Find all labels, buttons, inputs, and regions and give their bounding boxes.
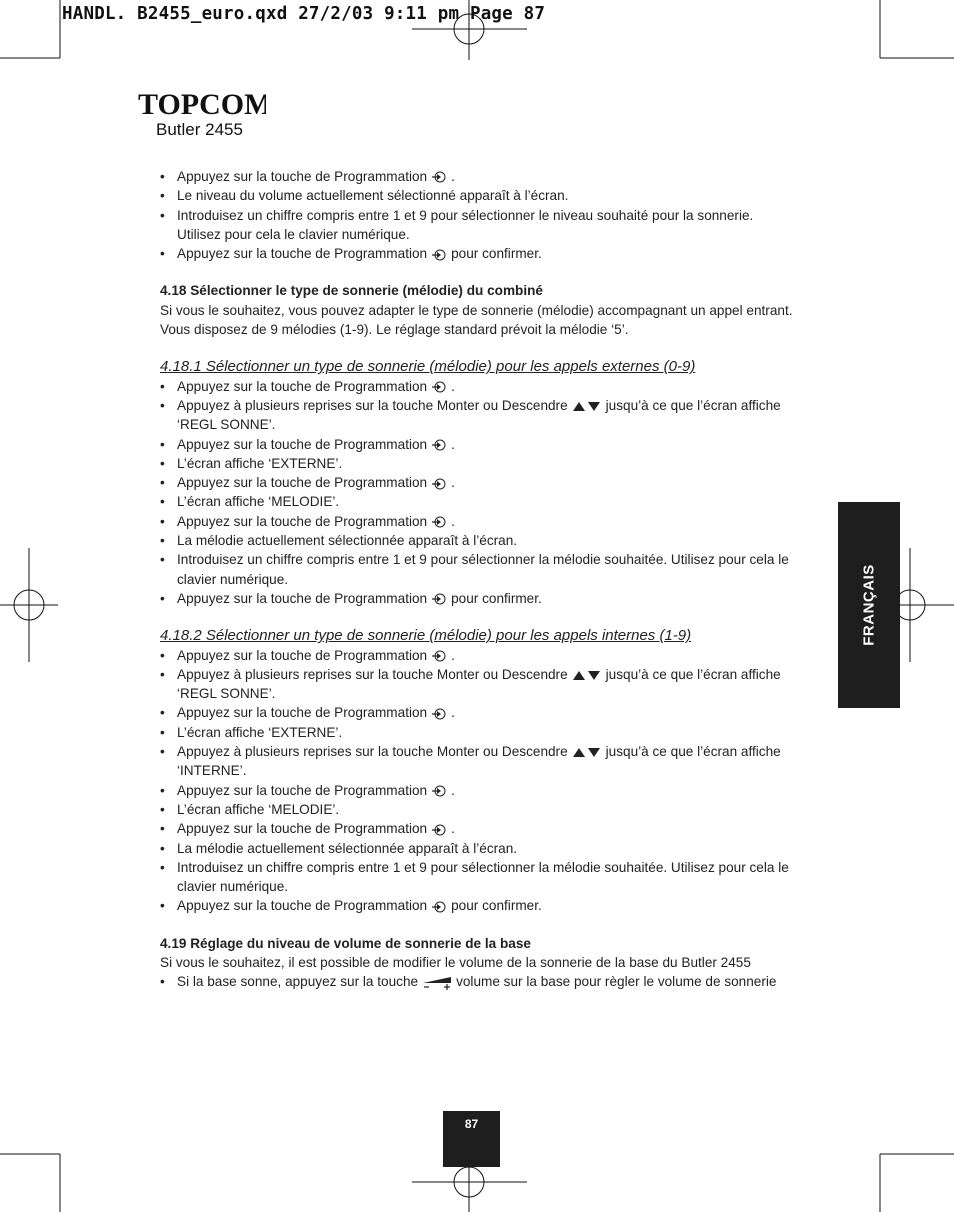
list-item-text: Appuyez à plusieurs reprises sur la touche Monter ou Descendre [177,744,568,760]
list-item-text: Appuyez sur la touche de Programmation [177,821,428,837]
instruction-list [160,167,800,263]
program-key-icon [431,515,447,529]
list-item-text: Introduisez un chiffre compris entre 1 et 9 pour sélectionner la mélodie souhaitée. Utilisez pour cela le clavier numérique. [177,859,789,895]
program-key-icon [431,592,447,606]
list-item-text: Appuyez à plusieurs reprises sur la touche Monter ou Descendre [177,666,568,682]
program-key-icon [431,380,447,394]
language-tab [838,502,900,708]
list-item-text: La mélodie actuellement sélectionnée apparaît à l’écran. [177,840,518,856]
list-item-text: . [451,513,455,529]
language-tab-label: FRANÇAIS [860,564,878,646]
svg-text:TOPCOM: TOPCOM [138,88,266,118]
list-item [160,723,800,742]
instruction-list [160,972,800,991]
topcom-logo [138,88,266,122]
program-key-icon [431,784,447,798]
subsection-heading: 4.18.2 Sélectionner un type de sonnerie (mélodie) pour les appels internes (1-9) [160,627,692,645]
list-item-text: Appuyez sur la touche de Programmation [177,169,428,184]
list-item-text: . [451,647,455,663]
list-item [160,244,800,263]
product-model: Butler 2455 [156,120,243,139]
list-item-text: . [451,705,455,721]
up-down-arrows-icon [572,400,602,412]
up-down-arrows-icon [572,746,602,758]
list-item [160,167,800,186]
program-key-icon [431,707,447,721]
program-key-icon [431,900,447,914]
list-item-text: Appuyez sur la touche de Programmation [177,513,428,529]
list-item [160,377,800,396]
list-item-text: L’écran affiche ‘EXTERNE’. [177,724,343,740]
list-item [160,646,800,665]
print-slug: HANDL. B2455_euro.qxd 27/2/03 9:11 pm Page 87 [62,4,546,24]
list-item-text: Introduisez un chiffre compris entre 1 et 9 pour sélectionner le niveau souhaité pour la sonnerie. Utilisez pour cela le clavier numérique. [177,207,754,242]
page-number-box [443,1111,500,1167]
list-item-text: Appuyez sur la touche de Programmation [177,475,428,491]
list-item [160,819,800,838]
list-item-text: . [451,475,455,491]
list-item [160,550,800,589]
list-item-text: . [451,782,455,798]
list-item-text: Appuyez sur la touche de Programmation [177,246,428,262]
up-down-arrows-icon [572,669,602,681]
list-item-text: pour confirmer. [451,898,542,914]
list-item [160,435,800,454]
program-key-icon [431,248,447,262]
list-item-text: Introduisez un chiffre compris entre 1 et 9 pour sélectionner la mélodie souhaitée. Utilisez pour cela le clavier numérique. [177,552,789,587]
instruction-list [160,646,800,916]
list-item-text: jusqu’à ce que l’écran affiche ‘REGL SONNE’. [177,666,781,702]
program-key-icon [431,649,447,663]
list-item-text: La mélodie actuellement sélectionnée apparaît à l’écran. [177,533,518,549]
list-item [160,781,800,800]
list-item [160,206,800,245]
list-item-text: volume sur la base pour règler le volume de sonnerie [456,974,777,990]
list-item-text: . [451,169,455,184]
list-item-text: Si la base sonne, appuyez sur la touche [177,974,419,990]
list-item [160,800,800,819]
list-item-text: Appuyez à plusieurs reprises sur la touche Monter ou Descendre [177,397,568,413]
list-item-text: jusqu’à ce que l’écran affiche ‘INTERNE’. [177,744,781,779]
list-item [160,531,800,550]
list-item-text: pour confirmer. [451,246,542,262]
list-item-text: Appuyez sur la touche de Programmation [177,647,428,663]
page-number: 87 [464,1117,479,1131]
section-heading: 4.19 Réglage du niveau de volume de sonnerie de la base [160,935,531,951]
list-item [160,473,800,492]
list-item-text: Appuyez sur la touche de Programmation [177,898,428,914]
list-item [160,454,800,473]
list-item [160,896,800,915]
page-content [160,167,800,992]
list-item [160,972,800,991]
list-item [160,186,800,205]
section-heading: 4.18 Sélectionner le type de sonnerie (mélodie) du combiné [160,283,543,299]
program-key-icon [431,477,447,491]
list-item [160,396,800,435]
list-item-text: pour confirmer. [451,590,542,606]
list-item [160,703,800,722]
list-item-text: jusqu’à ce que l’écran affiche ‘REGL SONNE’. [177,397,781,433]
list-item [160,512,800,531]
list-item-text: L’écran affiche ‘MELODIE’. [177,801,340,817]
list-item-text: Appuyez sur la touche de Programmation [177,705,428,721]
subsection-heading: 4.18.1 Sélectionner un type de sonnerie (mélodie) pour les appels externes (0-9) [160,358,696,376]
list-item [160,742,800,781]
list-item [160,858,800,897]
list-item-text: Appuyez sur la touche de Programmation [177,590,428,606]
list-item-text: Appuyez sur la touche de Programmation [177,782,428,798]
list-item-text: . [451,436,455,452]
list-item-text: . [451,378,455,394]
instruction-list [160,377,800,609]
list-item [160,665,800,704]
program-key-icon [431,170,447,184]
list-item-text: L’écran affiche ‘MELODIE’. [177,494,340,510]
section-paragraph: Si vous le souhaitez, vous pouvez adapter le type de sonnerie (mélodie) accompagnant un appel entrant. Vous disposez de 9 mélodies (1-9). Le réglage standard prévoit la mélodie ‘5’. [160,302,793,338]
list-item-text: Le niveau du volume actuellement sélectionné apparaît à l’écran. [177,188,569,204]
program-key-icon [431,823,447,837]
list-item-text: L’écran affiche ‘EXTERNE’. [177,455,343,471]
list-item [160,839,800,858]
section-paragraph: Si vous le souhaitez, il est possible de modifier le volume de la sonnerie de la base du Butler 2455 [160,954,751,970]
list-item [160,589,800,608]
list-item-text: Appuyez sur la touche de Programmation [177,436,428,452]
list-item-text: . [451,821,455,837]
list-item-text: Appuyez sur la touche de Programmation [177,378,428,394]
volume-wedge-icon [422,975,452,991]
program-key-icon [431,438,447,452]
list-item [160,492,800,511]
